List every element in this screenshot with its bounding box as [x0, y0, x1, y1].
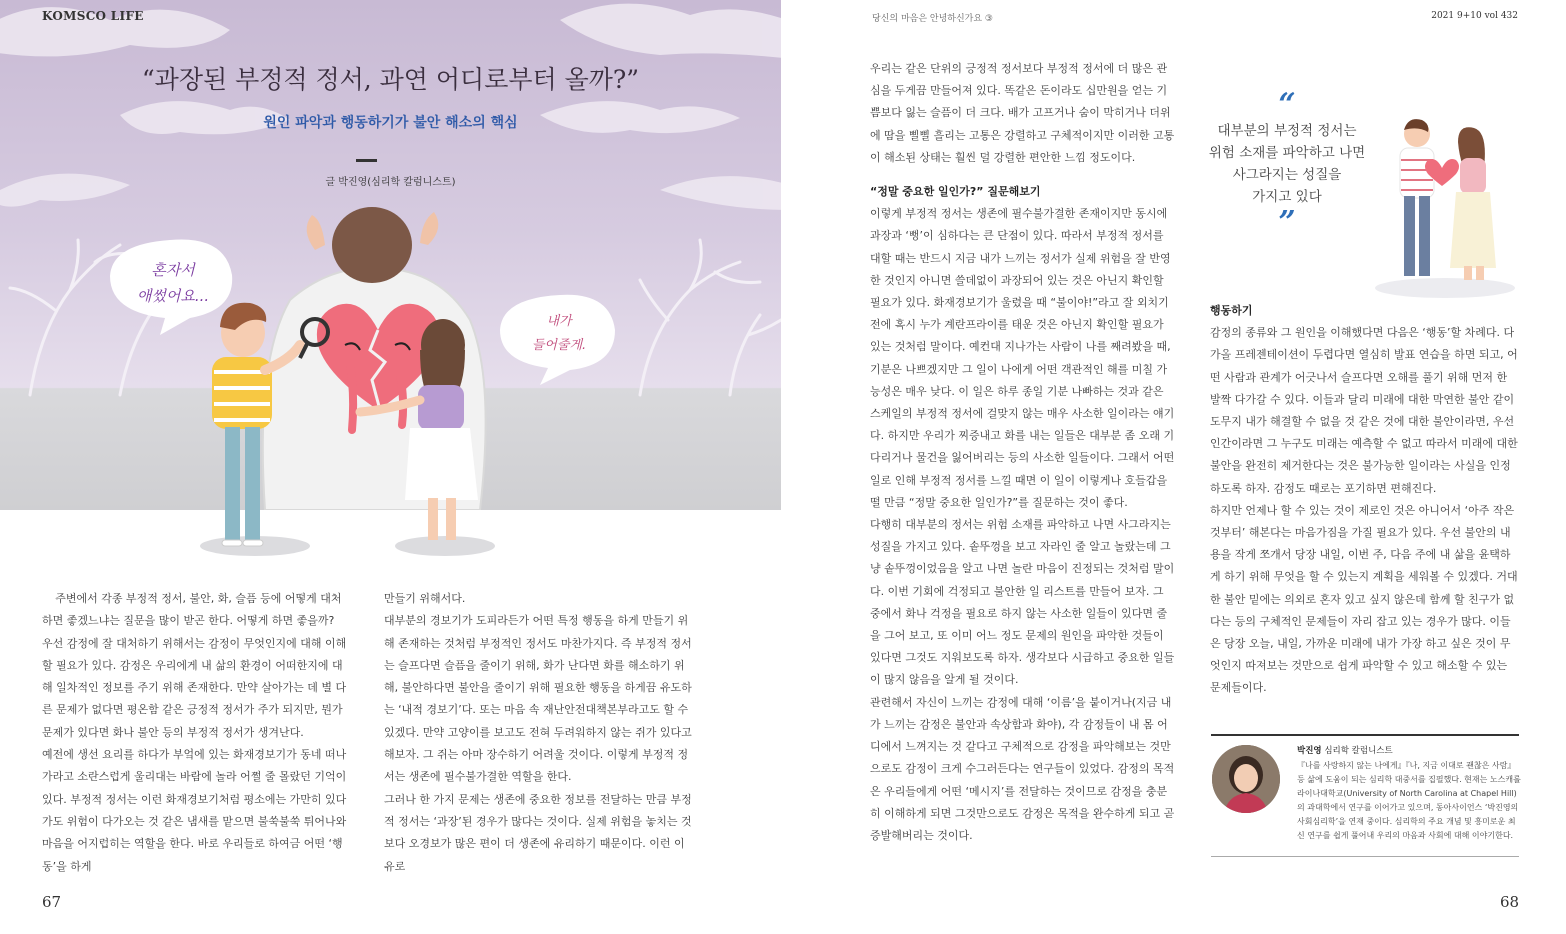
brand-logo: KOMSCO LIFE — [42, 9, 144, 23]
hero-feet-art — [0, 510, 781, 560]
bubble-right-line: 들어줄게. — [531, 338, 587, 353]
quote-open-icon: “ — [1278, 87, 1296, 122]
quote-close-icon: ” — [1278, 205, 1296, 240]
author-name — [1297, 744, 1393, 756]
author-name-text: 박진영 — [1297, 746, 1322, 756]
author-role: 심리학 칼럼니스트 — [1324, 746, 1393, 756]
section-heading: “정말 중요한 일인가?” 질문해보기 — [870, 185, 1041, 199]
paragraph: 예전에 생선 요리를 하다가 부엌에 있는 화재경보기가 동네 떠나가라고 소란스럽게 울리대는 바람에 놀라 어쩔 줄 몰랐던 기억이 있다. 부정적 정서는 이런 화재경보기처럼 평소에는 가만히 있다가도 위험이 다가오는 것 같은 냄새를 맡으면 불쑥불쑥 튀어나와 마음을 어지럽히는 역할을 한다. 바로 우리들로 하여금 어떤 ‘행동’을 하게 — [42, 748, 347, 873]
left-column-2 — [384, 588, 694, 878]
paragraph: 만들기 위해서다. — [384, 592, 466, 605]
article-subtitle: 원인 파악과 행동하기가 불안 해소의 핵심 — [263, 115, 518, 131]
paragraph: 우리는 같은 단위의 긍정적 정서보다 부정적 정서에 더 많은 관심을 두게끔 만들어져 있다. 똑같은 돈이라도 십만원을 얻는 기쁨보다 잃는 슬픔이 더 크다. 배가 고프거나 숨이 막히거나 더위에 땀을 삘삘 흘리는 고통은 강렬하고 구체적이지만 이러한 고통이 해소된 상태는 훨씬 덜 강렬한 편안한 느낌 정도이다. — [870, 62, 1175, 164]
right-column-1 — [870, 58, 1177, 847]
paragraph: 이렇게 부정적 정서는 생존에 필수불가결한 존재이지만 동시에 과장과 ‘뻥’이 심하다는 큰 단점이 있다. 따라서 부정적 정서를 대할 때는 반드시 지금 내가 느끼는 정서가 실제 위험을 잘 반영한 것인지 아니면 쓸데없이 과장되어 있는 것은 아닌지 확인할 필요가 있다. 화재경보기가 울렸을 때 “불이야!”라고 잘 외치기 전에 혹시 누가 계란프라이를 태운 것은 아닌지 확인할 필요가 있는 것처럼 말이다. 예컨대 지나가는 사람이 나를 째려봤을 때, 기분은 나쁘겠지만 그 일이 나에게 어떤 객관적인 해를 미칠 가능성은 매우 낮다. 이 일은 하루 종일 기분 나빠하는 것과 같은 스케일의 부정적 정서에 걸맞지 않는 매우 사소한 일이라는 얘기다. 하지만 우리가 찌증내고 화를 내는 일들은 대부분 좀 오래 기다리거나 물건을 잃어버리는 등의 사소한 일들이다. 그래서 어떤 일로 인해 부정적 정서를 느낄 때면 이 일이 이렇게나 호들갑을 떨 만큼 “정말 중요한 일인가?”를 질문하는 것이 좋다. — [870, 207, 1175, 509]
quote-line: 대부분의 부정적 정서는 — [1217, 123, 1357, 139]
author-bio: 『나를 사랑하지 않는 나에게』『나, 지금 이대로 괜찮은 사람』 등 삶에 도움이 되는 심리학 대중서를 집필했다. 현재는 노스캐롤라이나대학교(University of North Carolina at Chapel Hill) 의 과대학에서 연구를 이어가고 있으며, 동아사이언스 ‘박진영의 사회심리학’을 연재 중이다. 심리학의 주요 개념 및 흥미로운 최신 연구를 쉽게 풀어내 우리의 마음과 사회에 대해 이야기한다. — [1297, 761, 1521, 840]
author-photo — [1212, 745, 1280, 813]
page-number-right: 68 — [1500, 893, 1520, 911]
title-divider — [356, 159, 377, 162]
paragraph: 감정의 종류와 그 원인을 이해했다면 다음은 ‘행동’할 차례다. 다가올 프레젠테이션이 두렵다면 열심히 발표 연습을 하면 되고, 어떤 사람과 관계가 어긋나서 슬프다면 오해를 풀기 위해 먼저 한 발짝 다가갈 수 있다. 이들과 달리 미래에 대한 막연한 불안 같이 도무지 내가 해결할 수 없을 것 같은 것에 대한 불안이라면, 우선 인간이라면 그 누구도 미래는 예측할 수 없고 따라서 미래에 대한 불안을 완전히 제거한다는 것은 불가능한 일이라는 사실을 인정하도록 하자. 감정도 때로는 포기하면 편해진다. — [1210, 326, 1518, 495]
paragraph: 대부분의 경보기가 도피라든가 어떤 특정 행동을 하게 만들기 위해 존재하는 것처럼 부정적인 정서도 마찬가지다. 즉 부정적 정서는 슬프다면 슬픔을 줄이기 위해, 화가 난다면 화를 해소하기 위해, 불안하다면 불안을 줄이기 위해 필요한 행동을 하게끔 유도하는 ‘내적 경보기’다. 또는 마음 속 재난안전대책본부라고도 할 수 있겠다. 만약 고양이를 보고도 전혀 두려워하지 않는 쥐가 있다고 해보자. 그 쥐는 아마 장수하기 어려울 것이다. 이렇게 부정적 정서는 생존에 필수불가결한 역할을 한다. — [384, 614, 692, 784]
bubble-left-line: 혼자서 — [151, 261, 195, 279]
bubble-left-line: 애썼어요... — [136, 287, 210, 305]
quote-line: 위험 소재를 파악하고 나면 — [1208, 145, 1366, 161]
hero-illustration — [0, 0, 781, 510]
author-avatar — [1212, 745, 1280, 813]
left-column-1 — [42, 588, 352, 878]
bubble-left-text — [118, 257, 228, 309]
paragraph: 관련해서 자신이 느끼는 감정에 대해 ‘이름’을 붙이거나(지금 내가 느끼는 감정은 불안과 속상함과 화야), 각 감정들이 내 몸 어디에서 느껴지는 것 같다고 구체적으로 감정을 파악해보는 것만으로도 감정이 크게 수그러든다는 연구들이 있었다. 감정의 목적은 우리들에게 어떤 ‘메시지’를 전달하는 것이므로 감정을 충분히 이해하게 되면 그것만으로도 감정은 목적을 완수하게 되고 곧 증발해버리는 것이다. — [870, 695, 1175, 842]
article-title: “과장된 부정적 정서, 과연 어디로부터 올까?” — [141, 65, 640, 94]
paragraph: 다행히 대부분의 정서는 위험 소재를 파악하고 나면 사그라지는 성질을 가지고 있다. 솥뚜껑을 보고 자라인 줄 알고 놀랐는데 그냥 솥뚜껑이었음을 알고 나면 놀란 마음이 진정되는 것처럼 말이다. 이번 기회에 걱정되고 불안한 일 리스트를 만들어 보자. 그 중에서 화나 걱정을 필요로 하지 않는 사소한 일들이 있다면 줄을 그어 보고, 또 이미 어느 정도 문제의 원인을 파악한 것들이 있다면 그것도 지워보도록 하자. 생각보다 시급하고 중요한 일들이 많지 않음을 알게 될 것이다. — [870, 518, 1175, 687]
bubble-right-line: 내가 — [546, 314, 572, 329]
pull-quote — [1207, 87, 1367, 240]
spacer — [870, 169, 1177, 181]
issue-info: 2021 9+10 vol 432 — [1431, 11, 1518, 21]
paragraph: 우선 감정에 잘 대처하기 위해서는 감정이 무엇인지에 대해 이해할 필요가 있다. 감정은 우리에게 내 삶의 환경이 어떠한지에 대해 일차적인 정보를 주기 위해 존재한다. 만약 살아가는 데 별 다른 문제가 없다면 평온함 같은 긍정적 정서가 주가 되지만, 뭔가 문제가 있다면 화나 불안 등의 부정적 정서가 생겨난다. — [42, 636, 347, 739]
quote-line: 가지고 있다 — [1252, 189, 1322, 205]
paragraph: 주변에서 각종 부정적 정서, 불안, 화, 슬픔 등에 어떻게 대처하면 좋겠느냐는 질문을 많이 받곤 한다. 어떻게 하면 좋을까? — [42, 592, 342, 628]
running-head: 당신의 마음은 안녕하신가요 ③ — [872, 14, 993, 24]
paragraph: 그러나 한 가지 문제는 생존에 중요한 정보를 전달하는 만큼 부정적 정서는 ‘과장’된 경우가 많다는 것이다. 실제 위험을 놓치는 것보다 오경보가 많은 편이 더 생존에 유리하기 때문이다. 이런 이유로 — [384, 792, 692, 873]
byline: 글 박진영(심리학 칼럼니스트) — [325, 177, 456, 188]
page-number-left: 67 — [42, 893, 62, 911]
couple-illustration — [1370, 108, 1520, 300]
section-heading: 행동하기 — [1210, 304, 1253, 317]
right-column-2 — [1210, 300, 1520, 700]
quote-line: 사그라지는 성질을 — [1232, 167, 1342, 183]
bubble-right-text — [505, 310, 613, 358]
paragraph: 하지만 언제나 할 수 있는 것이 제로인 것은 아니어서 ‘아주 작은 것부터’ 해본다는 마음가짐을 가질 필요가 있다. 우선 불안의 내용을 작게 쪼개서 당장 내일, 이번 주, 다음 주에 내 삶을 윤택하게 하기 위해 무엇을 할 수 있는지 계획을 세워볼 수 있겠다. 거대한 불안 밑에는 의외로 혼자 있고 싶지 않은데 함께 할 친구가 없다는 등의 구체적인 문제들이 자리 잡고 있는 경우가 많다. 이들은 당장 오늘, 내일, 가까운 미래에 내가 가장 하고 싶은 것이 무엇인지 따져보는 것만으로 쉽게 파악할 수 있고 해소할 수 있는 문제들이다. — [1210, 503, 1518, 695]
